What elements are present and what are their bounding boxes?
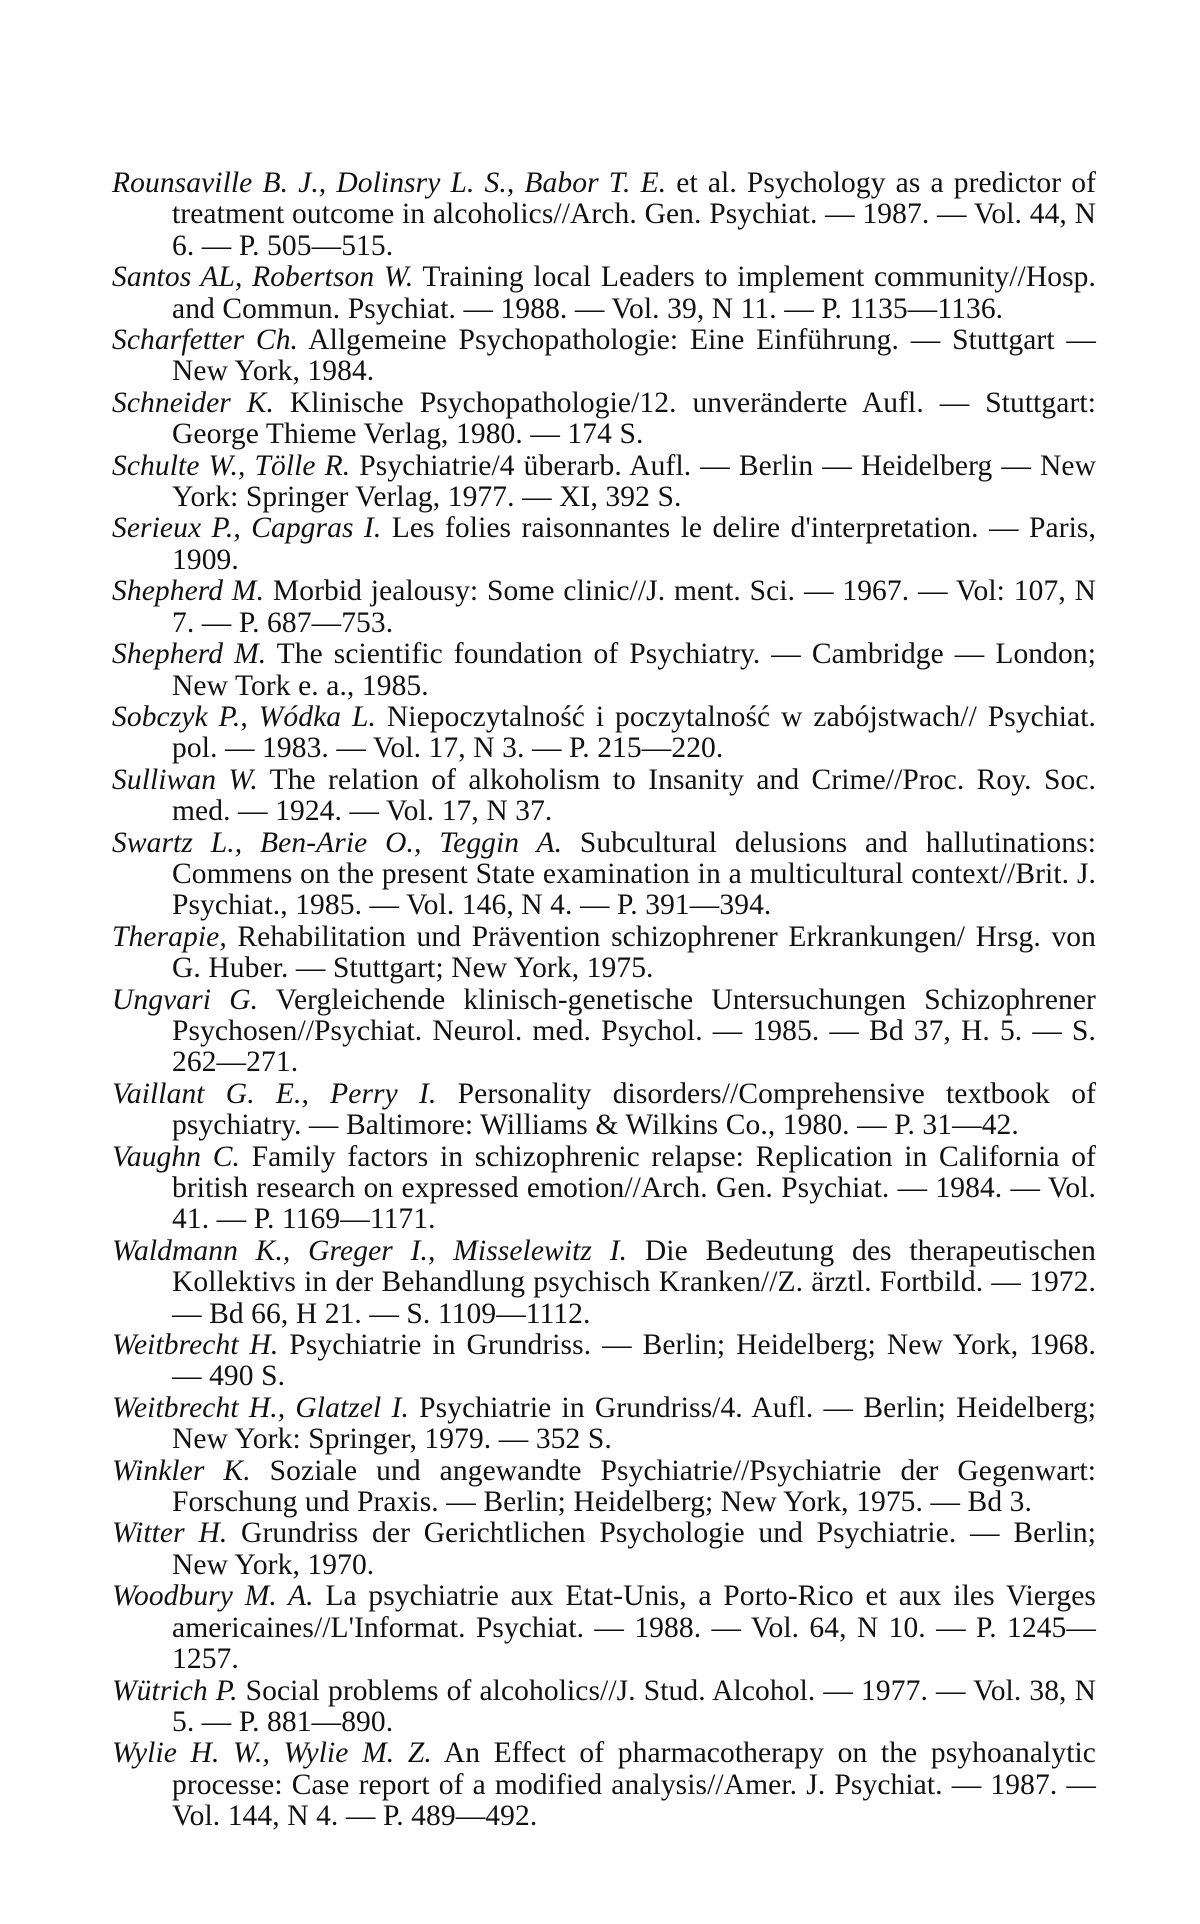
reference-author: Swartz L., Ben-Arie O., Teggin A. (112, 826, 563, 859)
reference-author: Sulliwan W. (112, 763, 258, 796)
reference-author: Schneider K. (112, 386, 274, 419)
reference-author: Shepherd M. (112, 575, 265, 608)
reference-text: Morbid jealousy: Some clinic//J. ment. Sci. — 1967. — Vol: 107, N 7. — P. 687—753. (172, 575, 1097, 639)
reference-list (112, 168, 1096, 1833)
reference-text: Training local Leaders to implement community//Hosp. and Commun. Psychiat. — 1988. — Vol. 39, N 11. — P. 1135—1136. (172, 261, 1096, 325)
reference-author: Vaillant G. E., Perry I. (112, 1077, 437, 1110)
reference-entry (112, 985, 1096, 1079)
reference-author: Woodbury M. A. (112, 1580, 314, 1613)
reference-text: Klinische Psychopathologie/12. unveränderte Aufl. — Stuttgart: George Thieme Verlag, 1980. — 174 S. (172, 386, 1096, 451)
reference-entry (112, 765, 1096, 828)
reference-entry (112, 1142, 1096, 1236)
reference-entry (112, 639, 1096, 702)
reference-author: Waldmann K., Greger I., Misselewitz I. (112, 1234, 628, 1267)
reference-text: Rehabilitation und Prävention schizophrener Erkrankungen/ Hrsg. von G. Huber. — Stuttgart; New York, 1975. (172, 920, 1096, 985)
reference-entry (112, 1236, 1096, 1330)
reference-author: Weitbrecht H. (112, 1329, 279, 1362)
reference-text: Grundriss der Gerichtlichen Psychologie und Psychiatrie. — Berlin; New York, 1970. (172, 1517, 1096, 1581)
reference-entry (112, 702, 1096, 765)
reference-author: Ungvari G. (112, 983, 259, 1016)
reference-entry (112, 1393, 1096, 1456)
reference-entry (112, 1079, 1096, 1142)
reference-text: Soziale und angewandte Psychiatrie//Psychiatrie der Gegenwart: Forschung und Praxis. — Berlin; Heidelberg; New York, 1975. — Bd 3. (172, 1454, 1096, 1519)
reference-entry (112, 1518, 1096, 1581)
reference-entry (112, 451, 1096, 514)
reference-text: Psychiatrie in Grundriss. — Berlin; Heidelberg; New York, 1968. — 490 S. (172, 1329, 1096, 1393)
reference-entry (112, 168, 1096, 262)
reference-text: The relation of alkoholism to Insanity and Crime//Proc. Roy. Soc. med. — 1924. — Vol. 17, N 37. (172, 763, 1096, 828)
reference-text: Allgemeine Psychopathologie: Eine Einführung. — Stuttgart — New York, 1984. (172, 324, 1096, 388)
reference-author: Serieux P., Capgras I. (112, 512, 382, 545)
reference-author: Wylie H. W., Wylie M. Z. (112, 1737, 432, 1770)
reference-text: Niepoczytalność i poczytalność w zabójstwach// Psychiat. pol. — 1983. — Vol. 17, N 3. — P. 215—220. (172, 700, 1096, 765)
reference-entry (112, 1581, 1096, 1675)
reference-entry (112, 325, 1096, 388)
reference-text: La psychiatrie aux Etat-Unis, a Porto-Rico et aux iles Vierges americaines//L'Informat. Psychiat. — 1988. — Vol. 64, N 10. — P. 1245—1257. (172, 1580, 1096, 1676)
reference-author: Wütrich P. (112, 1674, 238, 1707)
reference-entry (112, 1738, 1096, 1832)
reference-author: Witter H. (112, 1517, 228, 1550)
reference-entry (112, 922, 1096, 985)
reference-author: Sobczyk P., Wódka L. (112, 700, 377, 733)
reference-text: Personality disorders//Comprehensive textbook of psychiatry. — Baltimore: Williams & Wilkins Co., 1980. — P. 31—42. (172, 1077, 1097, 1142)
reference-author: Therapie, (112, 920, 227, 953)
reference-entry (112, 828, 1096, 922)
reference-text: Vergleichende klinisch-genetische Untersuchungen Schizophrener Psychosen//Psychiat. Neurol. med. Psychol. — 1985. — Bd 37, H. 5. — S. 262—271. (172, 983, 1096, 1079)
reference-author: Rounsaville B. J., Dolinsry L. S., Babor T. E. (112, 167, 667, 199)
reference-text: Subcultural delusions and hallutinations: Commens on the present State examination in a multicultural context//Brit. J. Psychiat., 1985. — Vol. 146, N 4. — P. 391—394. (172, 826, 1096, 922)
reference-entry (112, 576, 1096, 639)
reference-text: Social problems of alcoholics//J. Stud. Alcohol. — 1977. — Vol. 38, N 5. — P. 881—890. (172, 1674, 1096, 1738)
reference-text: Psychiatrie/4 überarb. Aufl. — Berlin — Heidelberg — New York: Springer Verlag, 1977. — XI, 392 S. (172, 449, 1096, 514)
reference-author: Santos AL, Robertson W. (112, 261, 414, 294)
reference-author: Vaughn C. (112, 1140, 240, 1173)
reference-author: Scharfetter Ch. (112, 324, 299, 357)
reference-author: Shepherd M. (112, 638, 267, 671)
reference-entry (112, 388, 1096, 451)
reference-entry (112, 1676, 1096, 1739)
reference-author: Weitbrecht H., Glatzel I. (112, 1391, 409, 1424)
reference-text: Psychiatrie in Grundriss/4. Aufl. — Berlin; Heidelberg; New York: Springer, 1979. — 352 S. (172, 1391, 1096, 1456)
reference-text: Die Bedeutung des therapeutischen Kollektivs in der Behandlung psychisch Kranken//Z. ärztl. Fortbild. — 1972. — Bd 66, H 21. — S. 1109—1112. (172, 1234, 1096, 1330)
reference-text: et al. Psychology as a predictor of treatment outcome in alcoholics//Arch. Gen. Psychiat. — 1987. — Vol. 44, N 6. — P. 505—515. (172, 167, 1096, 262)
reference-entry (112, 513, 1096, 576)
reference-entry (112, 1456, 1096, 1519)
reference-text: Family factors in schizophrenic relapse: Replication in California of british research on expressed emotion//Arch. Gen. Psychiat. — 1984. — Vol. 41. — P. 1169—1171. (172, 1140, 1097, 1236)
reference-entry (112, 262, 1096, 325)
reference-author: Schulte W., Tölle R. (112, 449, 351, 482)
reference-author: Winkler K. (112, 1454, 251, 1487)
reference-text: Les folies raisonnantes le delire d'interpretation. — Paris, 1909. (172, 512, 1096, 576)
reference-text: An Effect of pharmacotherapy on the psyhoanalytic processe: Case report of a modified analysis//Amer. J. Psychiat. — 1987. — Vol. 144, N 4. — P. 489—492. (172, 1737, 1096, 1833)
reference-text: The scientific foundation of Psychiatry. — Cambridge — London; New Tork e. a., 1985. (172, 638, 1096, 702)
reference-entry (112, 1330, 1096, 1393)
